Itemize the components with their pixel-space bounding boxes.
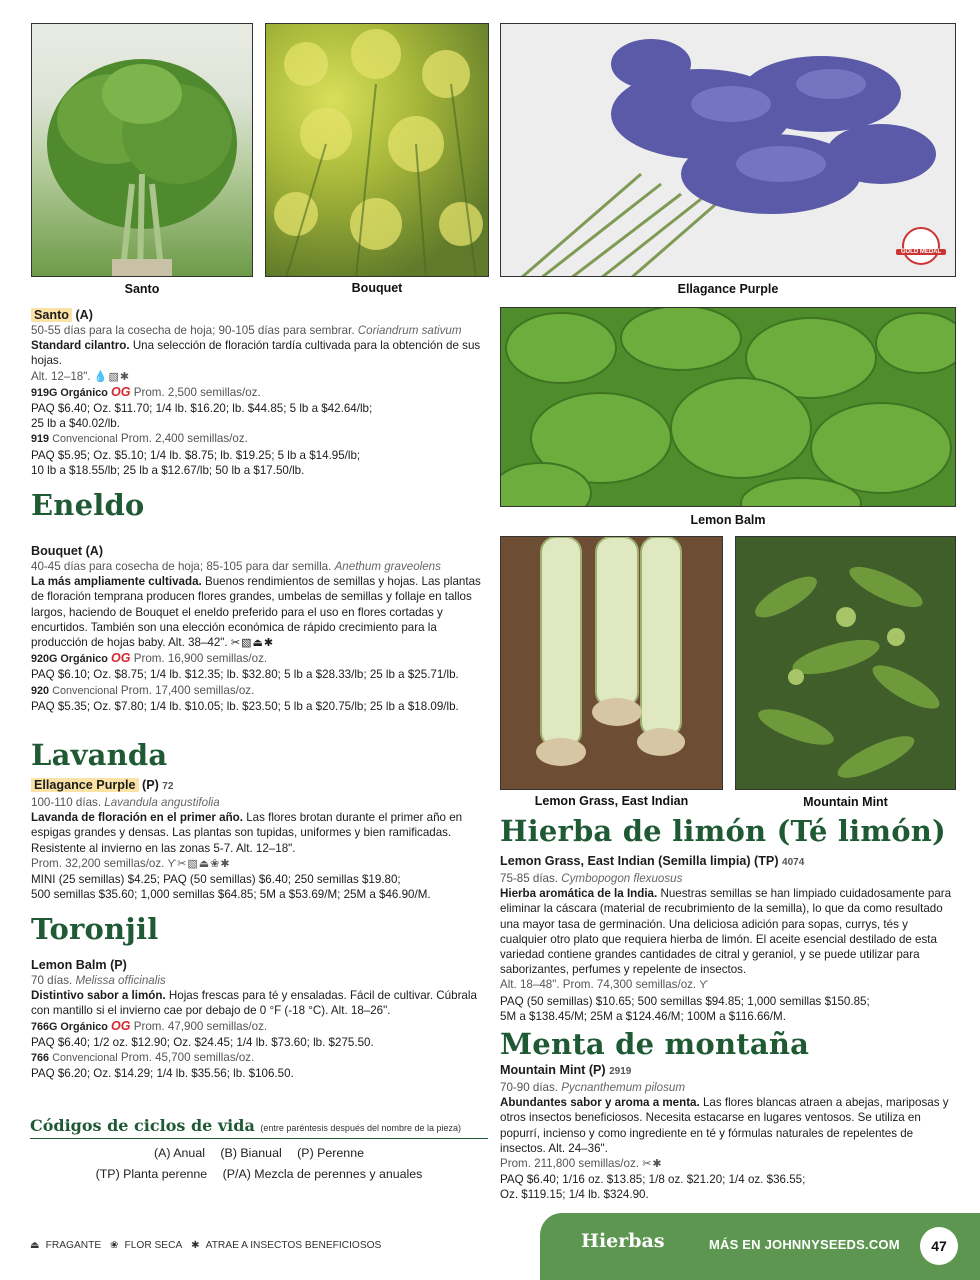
dried-flower-icon: ❀ [109,1240,119,1251]
caption-mountain-mint: Mountain Mint [803,795,888,809]
photo-bouquet [265,23,489,277]
caption-santo: Santo [124,282,160,296]
footer-bar [540,1213,980,1280]
lemon-balm-entry [31,957,489,1081]
conventional-prices: PAQ $5.95; Oz. $5.10; 1/4 lb. $8.75; lb. $19.25; 5 lb a $14.95/lb; [31,448,361,462]
height-and-seed-count: Alt. 18–48". Prom. 74,300 semillas/oz. [500,978,697,992]
life-cycle-code: (P) [142,778,159,792]
seed-count: Prom. 32,200 semillas/oz. [31,856,165,870]
conventional-product-code: 920 [31,684,50,697]
organic-icon: OG [111,1018,131,1033]
product-number: 4074 [782,857,805,868]
days-to-maturity: 70 días. [31,974,73,987]
seed-count: Prom. 211,800 semillas/oz. [500,1157,639,1171]
attribute-icons: ϒ✂▧⏏❀✱ [167,857,231,870]
prices-cont: 5M a $138.45/M; 25M a $124.46/M; 100M a $116.66/M. [500,1009,786,1023]
photo-mountain-mint [735,536,956,790]
height: Alt. 12–18". [31,369,91,383]
description: Las flores brotan durante el primer año en espigas grandes y densas. Las plantas son tupidas, uniformes y bien ramificadas. Resistente al invierno en las zonas 5-7. Alt. 12–18". [31,811,463,855]
lifecycle-row-1 [30,1146,488,1160]
description: Hojas frescas para té y ensaladas. Fácil de cultivar. Cúbrala con mantillo si el invierno cae por debajo de 0 °F (-18 °C). Alt. 18–26". [31,989,477,1018]
days-to-maturity: 75-85 días. [500,872,559,885]
days-to-maturity: 100-110 días. [31,796,102,809]
seed-count: Prom. 45,700 semillas/oz. [120,1051,255,1065]
lavender-image [501,24,956,277]
code-tender-perennial: (TP) Planta perenne [95,1167,208,1181]
latin-name: Anethum graveolens [334,560,441,573]
photo-lemon-grass [500,536,723,790]
photo-santo [31,23,253,277]
section-heading-menta-de-montana: Menta de montaña [500,1027,810,1061]
santo-entry [31,307,489,478]
description: Las flores blancas atraen a abejas, mariposas y otros insectos beneficiosos. Necesita estacarse en lugares ventosos. Se utiliza en popurrí, incienso y como ingrediente en té y fórmulas naturales de repelentes de insectos. Alt. 24–36". [500,1096,949,1155]
caption-bouquet: Bouquet [351,281,403,295]
attribute-icons: 💧▧✱ [93,370,131,383]
conventional-prices: PAQ $6.20; Oz. $14.29; 1/4 lb. $35.56; lb. $106.50. [31,1067,294,1081]
mountain-mint-entry [500,1062,958,1203]
product-number: 2919 [609,1066,632,1077]
code-biennial: (B) Bianual [220,1146,282,1160]
organic-icon: OG [111,384,131,399]
website-link[interactable]: MÁS EN JOHNNYSEEDS.COM [709,1237,900,1252]
conventional-product-code: 766 [31,1052,50,1065]
attribute-icons: ϒ [699,979,709,992]
conventional-label: Convencional [52,1052,118,1065]
organic-prices-cont: 25 lb a $40.02/lb. [31,417,120,431]
variety-name: Mountain Mint (P) [500,1063,606,1077]
fragrant-icon: ⏏ [30,1240,40,1251]
lifecycle-title: Códigos de ciclos de vida [30,1116,255,1135]
latin-name: Lavandula angustifolia [104,796,220,809]
conventional-prices: PAQ $5.35; Oz. $7.80; 1/4 lb. $10.05; lb. $23.50; 5 lb a $20.75/lb; 25 lb a $18.09/lb. [31,699,459,713]
icon-legend [30,1240,387,1251]
conventional-label: Convencional [52,684,118,697]
lead-text: Lavanda de floración en el primer año. [31,811,243,825]
lead-text: La más ampliamente cultivada. [31,575,202,589]
organic-prices: PAQ $6.40; Oz. $11.70; 1/4 lb. $16.20; lb. $44.85; 5 lb a $42.64/lb; [31,402,373,416]
prices-cont: 500 semillas $35.60; 1,000 semillas $64.85; 5M a $53.69/M; 25M a $46.90/M. [31,888,431,902]
caption-ellagance: Ellagance Purple [677,282,779,296]
mountain-mint-image [736,537,956,790]
conventional-label: Convencional [52,433,118,446]
description: Buenos rendimientos de semillas y hojas. Las plantas de floración temprana producen flores grandes, umbelas de semillas y follaje en tallos largos, haciendo de Bouquet el eneldo preferido para el uso en flores cortadas y encurtidos. También son una elección económica de rápido crecimiento para la producción de hojas baby. Alt. 38–42". [31,575,481,650]
conventional-prices-cont: 10 lb a $18.55/lb; 25 lb a $12.67/lb; 50 lb a $17.50/lb. [31,463,305,477]
ellagance-entry [31,777,489,902]
divider [30,1138,488,1139]
footer-section-title: Hierbas [581,1230,665,1252]
lemon-grass-image [501,537,723,790]
lemon-grass-entry [500,853,958,1024]
days-to-maturity: 50-55 días para la cosecha de hoja; 90-105 días para sembrar. [31,324,355,337]
organic-product-code: 920G Orgánico [31,653,108,666]
bouquet-entry [31,543,489,714]
caption-lemon-grass: Lemon Grass, East Indian [534,794,689,808]
section-heading-lavanda: Lavanda [31,738,168,772]
page-number: 47 [920,1227,958,1265]
lemon-balm-image [501,308,956,507]
latin-name: Coriandrum sativum [357,324,462,337]
attribute-icons: ✂✱ [642,1158,663,1171]
seed-count: Prom. 16,900 semillas/oz. [133,652,268,666]
prices: PAQ $6.40; 1/16 oz. $13.85; 1/8 oz. $21.20; 1/4 oz. $36.55; [500,1173,806,1187]
latin-name: Melissa officinalis [75,974,166,987]
organic-icon: OG [111,651,131,666]
lifecycle-codes [30,1116,488,1181]
beneficial-insects-icon: ✱ [191,1240,200,1251]
seed-count: Prom. 47,900 semillas/oz. [133,1019,268,1033]
organic-product-code: 919G Orgánico [31,386,108,399]
days-to-maturity: 40-45 días para cosecha de hoja; 85-105 para dar semilla. [31,560,332,573]
lead-text: Abundantes sabor y aroma a menta. [500,1096,700,1110]
code-perennial: (P) Perenne [297,1146,364,1160]
conventional-product-code: 919 [31,433,50,446]
lifecycle-row-2 [30,1167,488,1181]
organic-prices: PAQ $6.10; Oz. $8.75; 1/4 lb. $12.35; lb. $32.80; 5 lb a $28.33/lb; 25 lb a $25.71/lb. [31,668,459,682]
prices: PAQ (50 semillas) $10.65; 500 semillas $94.85; 1,000 semillas $150.85; [500,994,870,1008]
lifecycle-note: (entre paréntesis después del nombre de la pieza) [260,1123,462,1133]
variety-name: Lemon Balm (P) [31,958,127,972]
description: Una selección de floración tardía cultivada para la obtención de sus hojas. [31,339,481,368]
prices-cont: Oz. $119.15; 1/4 lb. $324.90. [500,1188,649,1202]
variety-name: Lemon Grass, East Indian (Semilla limpia) (TP) [500,854,779,868]
code-annual: (A) Anual [154,1146,205,1160]
photo-ellagance-purple [500,23,956,277]
lead-text: Hierba aromática de la India. [500,887,658,901]
variety-name: Bouquet (A) [31,544,104,558]
product-number: 72 [162,781,174,792]
legend-beneficial-insects: ATRAE A INSECTOS BENEFICIOSOS [205,1240,382,1251]
cilantro-image [32,24,253,277]
code-mix: (P/A) Mezcla de perennes y anuales [222,1167,423,1181]
attribute-icons: ✂▧⏏✱ [230,637,275,650]
photo-lemon-balm [500,307,956,507]
prices: MINI (25 semillas) $4.25; PAQ (50 semillas) $6.40; 250 semillas $19.80; [31,873,401,887]
description: Nuestras semillas se han limpiado cuidadosamente para eliminar la cáscara (material de recubrimiento de la semilla), lo que da como resultado una mayor tasa de germinación. Una deliciosa adición para sopas, currys, tés y cualquier otro plato que requiera hierba de limón. El aceite esencial destilado de esta variedad contiene grandes cantidades de citral y geraniol, y se puede utilizar para saborizantes, perfumes y repelente de insectos. [500,887,952,977]
seed-count: Prom. 17,400 semillas/oz. [120,683,255,697]
days-to-maturity: 70-90 días. [500,1081,559,1094]
variety-name: Ellagance Purple [31,778,139,792]
latin-name: Pycnanthemum pilosum [561,1081,685,1094]
seed-count: Prom. 2,400 semillas/oz. [120,432,248,446]
legend-fragrant: FRAGANTE [45,1240,102,1251]
organic-product-code: 766G Orgánico [31,1020,108,1033]
caption-lemon-balm: Lemon Balm [690,513,766,527]
lead-text: Standard cilantro. [31,339,130,353]
organic-prices: PAQ $6.40; 1/2 oz. $12.90; Oz. $24.45; 1/4 lb. $73.60; lb. $275.50. [31,1035,374,1049]
legend-dried-flower: FLOR SECA [124,1240,183,1251]
dill-image [266,24,489,277]
section-heading-hierba-de-limon: Hierba de limón (Té limón) [500,814,946,848]
latin-name: Cymbopogon flexuosus [561,872,683,885]
life-cycle-code: (A) [75,308,93,322]
lead-text: Distintivo sabor a limón. [31,989,166,1003]
section-heading-eneldo: Eneldo [31,488,145,522]
variety-name: Santo [31,308,72,322]
gold-medal-badge: GOLD MEDAL [896,249,946,255]
section-heading-toronjil: Toronjil [31,912,159,946]
seed-count: Prom. 2,500 semillas/oz. [133,385,261,399]
